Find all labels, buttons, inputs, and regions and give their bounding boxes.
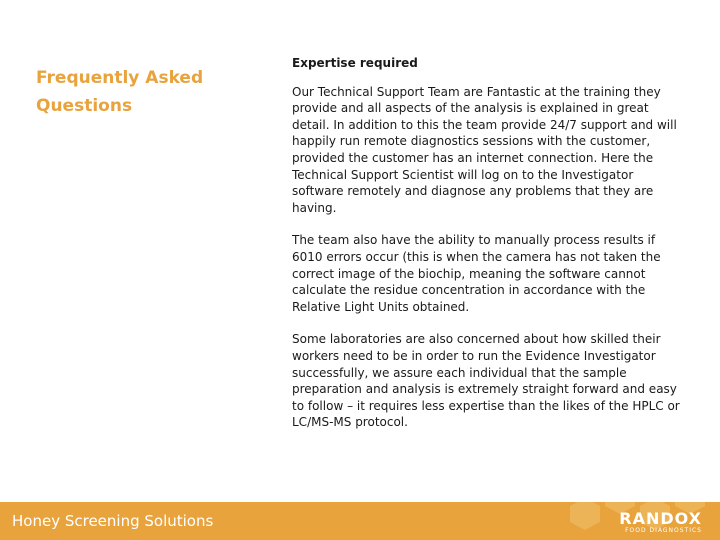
footer-title: Honey Screening Solutions xyxy=(12,512,214,530)
paragraph-2: The team also have the ability to manually process results if 6010 errors occur (this is when the camera has not taken the correct image of the biochip, meaning the software cannot calculate the residue concentration in accordance with the Relative Light Units obtained. xyxy=(292,233,661,314)
logo-main-text: RANDOX xyxy=(619,509,702,528)
main-content xyxy=(292,55,687,447)
paragraph-1: Our Technical Support Team are Fantastic at the training they provide and all aspects of the analysis is explained in great detail. In addition to this the team provide 24/7 support and will happily run remote diagnostics sessions with the customer, provided the customer has an internet connection. Here the Technical Support Scientist will log on to the Investigator software remotely and diagnose any problems that they are having. xyxy=(292,84,677,215)
page-title: Frequently Asked Questions xyxy=(36,68,204,116)
logo-sub-text: FOOD DIAGNOSTICS xyxy=(625,527,702,534)
footer-bar xyxy=(0,502,720,540)
section-heading: Expertise required xyxy=(292,56,418,70)
paragraph-3: Some laboratories are also concerned about how skilled their workers need to be in order to run the Evidence Investigator successfully, we assure each individual that the sample preparation and analysis is extremely straight forward and easy to follow – it requires less expertise than the likes of the HPLC or LC/MS-MS protocol. xyxy=(292,332,680,430)
randox-logo xyxy=(619,510,702,535)
